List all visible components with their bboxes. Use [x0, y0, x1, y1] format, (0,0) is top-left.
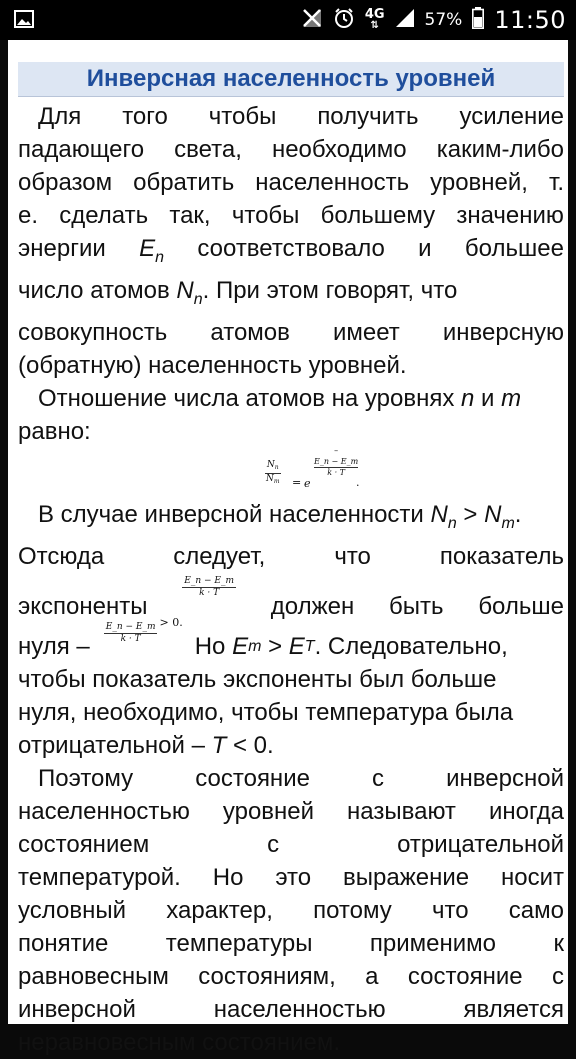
- symbol-En: $E_n$: [139, 235, 165, 266]
- alarm-icon: [333, 7, 355, 34]
- battery-icon: [472, 7, 484, 34]
- document-page[interactable]: [8, 40, 568, 1056]
- no-signal-icon: [301, 7, 323, 34]
- signal-icon: [395, 8, 415, 33]
- text-line: отрицательной – T < 0.: [18, 732, 274, 759]
- paragraph-2: [18, 382, 564, 448]
- document-body: [18, 100, 564, 1059]
- text-line: неравновесным состоянием.: [18, 1029, 341, 1056]
- status-bar: [0, 0, 576, 40]
- paragraph-3: [18, 498, 564, 762]
- text-line: образом обратить населенность уровней, т.: [18, 169, 564, 196]
- text-line: падающего света, необходимо каким-либо: [18, 136, 564, 163]
- text-line: экспоненты $\frac{E\_n - E\_m}{k \cdot T}$ должен быть больше: [18, 576, 564, 620]
- network-indicator: 4G ⇅: [364, 7, 385, 31]
- exponent-fraction: – E_n − E_m k · T: [314, 446, 359, 477]
- text-line: энергии $E_n$ соответствовало и большее: [18, 232, 564, 274]
- clock: 11:50: [494, 6, 566, 34]
- text-line: (обратную) населенность уровней.: [18, 352, 407, 379]
- paragraph-4: [18, 762, 564, 1059]
- text-line: совокупность атомов имеет инверсную: [18, 319, 564, 346]
- paragraph-1: [18, 100, 564, 382]
- exponent-fraction-gt-zero: $\frac{E\_n - E\_m}{k \cdot T}$: [105, 622, 156, 644]
- gallery-icon: [14, 10, 34, 32]
- text-line: состоянием с отрицательной: [18, 831, 564, 858]
- text-line: е. сделать так, чтобы большему значению: [18, 202, 564, 229]
- equation-population-ratio: $\frac{N_n}{N_m}$ = e – E_n − E_m k · T .: [266, 446, 360, 490]
- text-line: Для того чтобы получить усиление: [38, 103, 564, 130]
- text-line: нуля, необходимо, чтобы температура была: [18, 699, 514, 726]
- text-line: условный характер, потому что само: [18, 897, 564, 924]
- page-title: Инверсная населенность уровней: [86, 65, 496, 92]
- text-line: Отсюда следует, что показатель: [18, 543, 564, 570]
- text-line: число атомов $N_n$. При этом говорят, что: [18, 277, 458, 308]
- fraction-Nn-Nm: $\frac{N_n}{N_m}$: [266, 460, 280, 485]
- battery-percent: 57%: [424, 10, 463, 30]
- text-line: равновесным состояниям, а состояние с: [18, 963, 564, 990]
- title-bar: [18, 62, 564, 97]
- text-line: понятие температуры применимо к: [18, 930, 564, 957]
- text-line: В случае инверсной населенности $N_n > N_m$.: [38, 501, 522, 532]
- text-line: нуля – $\frac{E\_n - E\_m}{k \cdot T}$ > 0. Но E m > E T . Следовательно,: [18, 616, 508, 660]
- exponent-fraction-inline: $\frac{E\_n - E\_m}{k \cdot T}$: [184, 576, 234, 598]
- text-line: чтобы показатель экспоненты был больше: [18, 666, 497, 693]
- text-line: Поэтому состояние с инверсной: [38, 765, 564, 792]
- text-line: равно:: [18, 418, 91, 445]
- text-line: Отношение числа атомов на уровнях n и m: [38, 385, 522, 412]
- symbol-Nn: N: [176, 277, 194, 304]
- text-line: населенностью уровней называют иногда: [18, 798, 564, 825]
- text-line: инверсной населенностью является: [18, 996, 564, 1023]
- text-line: температурой. Но это выражение носит: [18, 864, 564, 891]
